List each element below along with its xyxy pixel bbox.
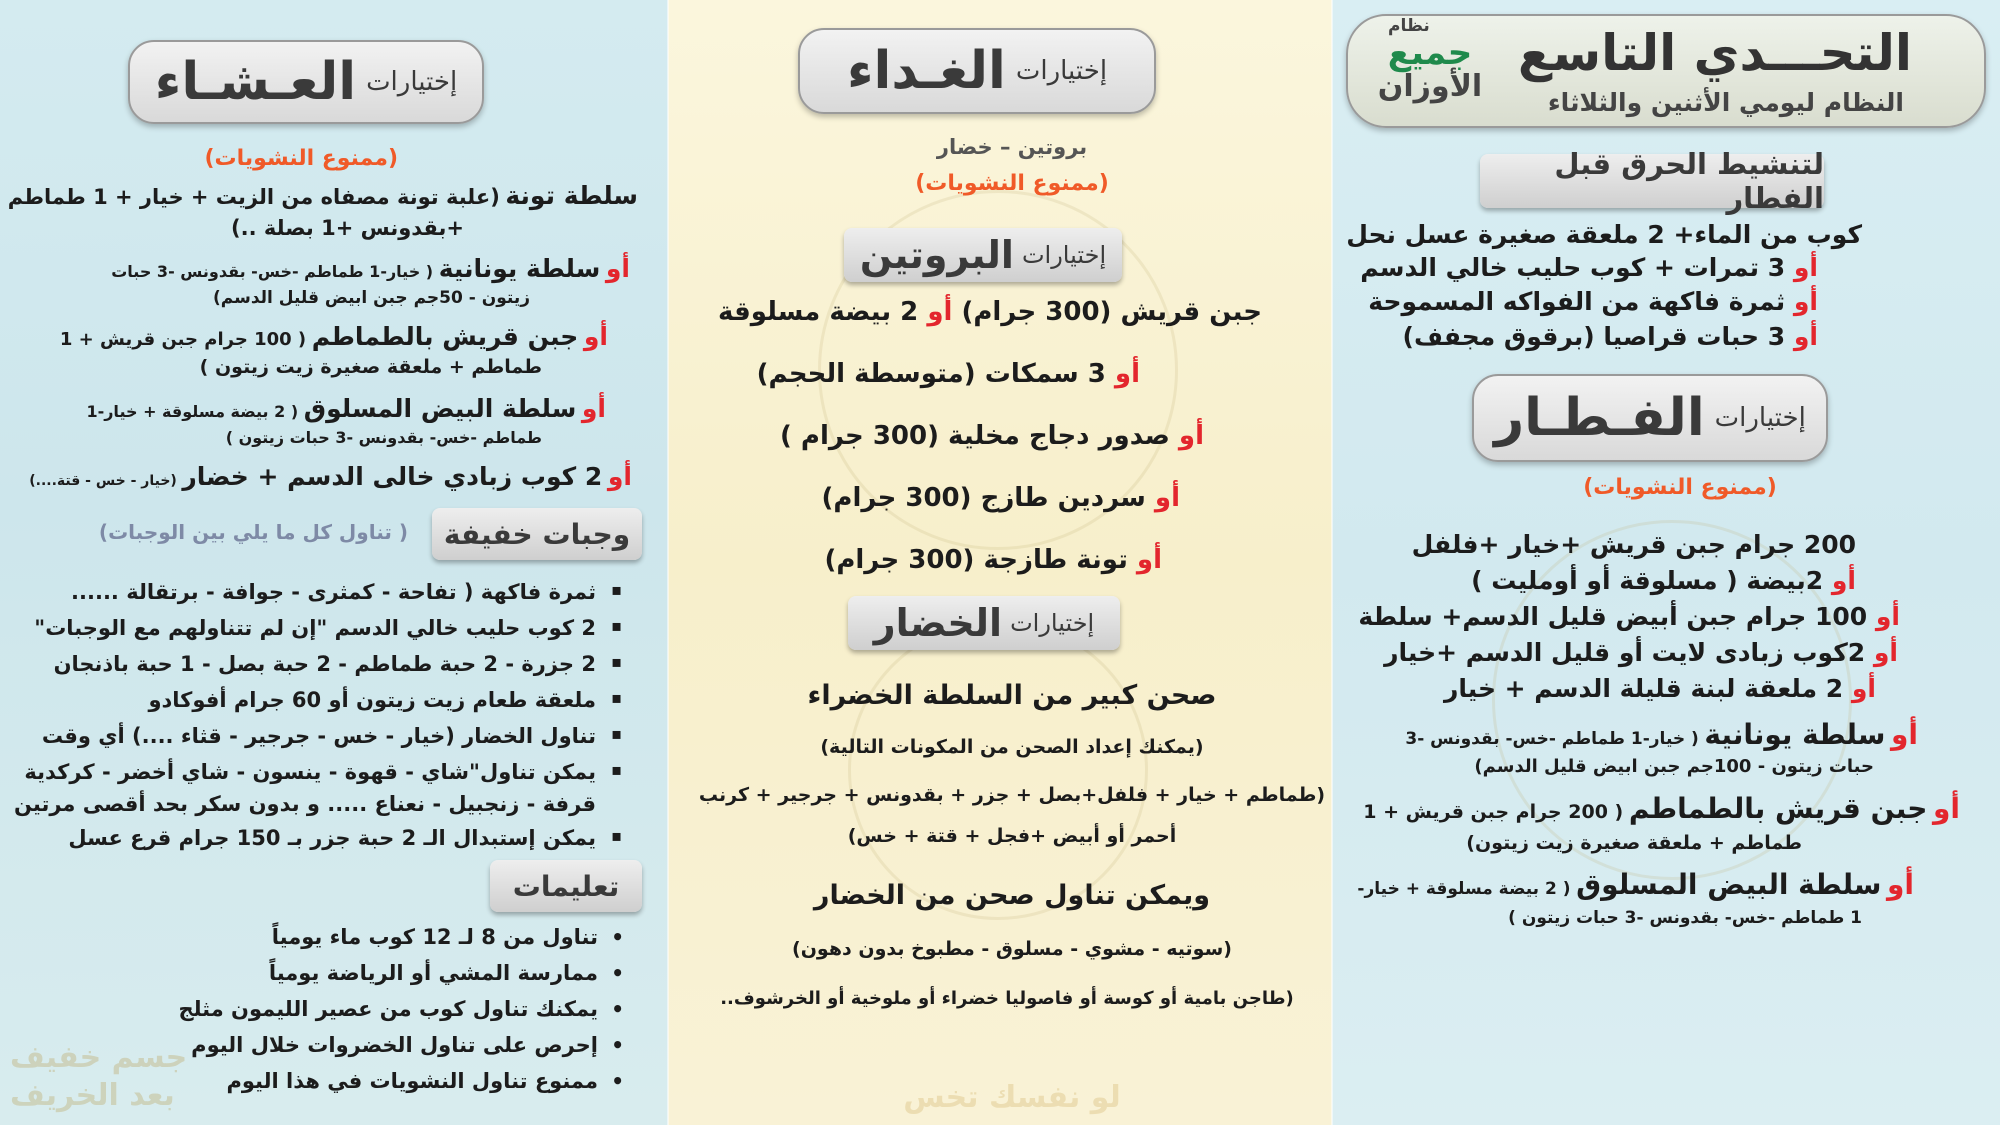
veg-ingredients-cont: أحمر أو أبيض +فجل + قتة + خس) <box>847 825 1177 847</box>
lunch-column <box>668 0 1332 1125</box>
veg-ingredients: (طماطم + خيار + فلفل+بصل + جزر + بقدونس + جرجير + كرنب <box>698 784 1326 806</box>
instructions-tab: تعليمات <box>490 860 642 912</box>
egg-salad-detail: طماطم -خس- بقدونس -3 حبات زيتون ) <box>225 428 542 447</box>
cooked-dishes: (طاجن بامية أو كوسة أو فاصوليا خضراء أو ملوخية أو الخرشوف.. <box>720 988 1294 1009</box>
protein-item: أو 3 سمكات (متوسطة الحجم) <box>756 359 1140 389</box>
breakfast-pill: إختيارات الفـطـار <box>1472 374 1828 462</box>
column-divider <box>667 0 669 1125</box>
instruction-item: يمكنك تناول كوب من عصير الليمون مثلج • <box>178 997 598 1021</box>
snack-item: 2 جزرة - 2 حبة طماطم - 2 حبة بصل - 1 حبة باذنجان ▪ <box>54 652 596 676</box>
snack-item: يمكن إستبدال الـ 2 حبة جزر بـ 150 جرام قرع عسل ▪ <box>68 826 596 850</box>
burn-tab: لتنشيط الحرق قبل الفطار <box>1480 154 1824 208</box>
snack-item: يمكن تناول"شاي - قهوة - ينسون - شاي أخضر - كركدية ▪ <box>24 760 596 784</box>
cottage-tomato-detail: طماطم + ملعقة صغيرة زيت زيتون ) <box>199 356 542 378</box>
protein-item: أو سردين طازج (300 جرام) <box>821 483 1180 513</box>
header-banner <box>1346 14 1986 128</box>
column-divider <box>1331 0 1333 1125</box>
instruction-item: ممنوع تناول النشويات في هذا اليوم • <box>227 1069 599 1093</box>
burn-item: أو 3 تمرات + كوب حليب خالي الدسم <box>1360 253 1818 282</box>
breakfast-item: أو 2بيضة ( مسلوقة أو أومليت ) <box>1471 566 1856 595</box>
burn-item: أو ثمرة فاكهة من الفواكه المسموحة <box>1368 287 1818 316</box>
instruction-item: تناول من 8 لـ 12 كوب ماء يومياً • <box>272 925 598 949</box>
cottage-tomato-option: أو جبن قريش بالطماطم ( 200 جرام جبن قريش + 1 <box>1363 792 1960 825</box>
snack-item-cont: قرفة - زنجبيل - نعناع ..... و بدون سكر بحد أقصى مرتين <box>13 792 596 816</box>
yogurt-option: أو 2 كوب زبادي خالى الدسم + خضار (خيار - خس - قتة....) <box>29 462 632 491</box>
greek-salad-detail: حبات زيتون - 100جم جبن ابيض قليل الدسم) <box>1474 756 1874 777</box>
snacks-tab: وجبات خفيفة <box>432 508 642 560</box>
burn-item: كوب من الماء+ 2 ملعقة صغيرة عسل نحل <box>1346 220 1862 249</box>
greek-salad-option: أو سلطة يونانية ( خيار-1 طماطم -خس- بقدونس -3 حبات <box>111 254 630 283</box>
lunch-subtitle: بروتين – خضار <box>936 135 1088 159</box>
watermark-line1: جسم خفيف <box>10 1040 188 1075</box>
snack-item: ملعقة طعام زيت زيتون أو 60 جرام أفوكادو ▪ <box>148 688 596 712</box>
header-title: التحـــدي التاسع <box>1517 24 1912 82</box>
tuna-salad-detail: +بقدونس +1 بصلة ..) <box>231 216 464 240</box>
snack-item: ثمرة فاكهة ( تفاحة - كمثرى - جوافة - برتقالة ...... ▪ <box>71 580 596 604</box>
snack-item: تناول الخضار (خيار - خس - جرجير - قثاء ....) أي وقت ▪ <box>42 724 596 748</box>
cottage-tomato-option: أو جبن قريش بالطماطم ( 100 جرام جبن قريش + 1 <box>59 322 608 351</box>
watermark-line2: بعد الخريف <box>10 1078 175 1113</box>
no-starch-note: (ممنوع النشويات) <box>1583 475 1777 500</box>
breakfast-item: 200 جرام جبن قريش +خيار +فلفل <box>1411 530 1856 559</box>
no-starch-note: (ممنوع النشويات) <box>204 146 398 171</box>
header-subtitle: النظام ليومي الأثنين والثلاثاء <box>1547 88 1904 117</box>
protein-tab: إختيارات البروتين <box>844 228 1122 282</box>
egg-salad-option: أو سلطة البيض المسلوق ( 2 بيضة مسلوقة + خيار- <box>1357 868 1914 901</box>
cooked-methods: (سوتيه - مشوي - مسلوق - مطبوخ بدون دهون) <box>792 938 1232 960</box>
decorative-ring <box>848 620 1148 920</box>
snacks-note: ( تناول كل ما يلي بين الوجبات) <box>98 520 408 544</box>
all-weights-badge: نظام جميع الأوزان <box>1377 16 1483 104</box>
breakfast-column <box>1332 0 2000 1125</box>
burn-item: أو 3 حبات قراصيا (برقوق مجفف) <box>1402 322 1818 351</box>
vegetables-tab: إختيارات الخضار <box>848 596 1120 650</box>
dinner-column <box>0 0 668 1125</box>
cottage-tomato-detail: طماطم + ملعقة صغيرة زيت زيتون) <box>1466 832 1802 854</box>
veg-hint: (يمكنك إعداد الصحن من المكونات التالية) <box>820 736 1204 758</box>
cooked-veg-title: ويمكن تناول صحن من الخضار <box>813 880 1211 911</box>
greek-salad-option: أو سلطة يونانية ( خيار-1 طماطم -خس- بقدونس -3 <box>1405 718 1918 751</box>
veg-title: صحن كبير من السلطة الخضراء <box>807 680 1217 711</box>
greek-salad-detail: زيتون - 50جم جبن ابيض قليل الدسم) <box>213 288 530 308</box>
watermark: لو نفسك تخس <box>903 1080 1121 1115</box>
egg-salad-option: أو سلطة البيض المسلوق ( 2 بيضة مسلوقة + خيار-1 <box>86 394 606 423</box>
snack-item: 2 كوب حليب خالي الدسم "إن لم تتناولهم مع الوجبات" ▪ <box>34 616 596 640</box>
protein-item: جبن قريش (300 جرام) أو 2 بيضة مسلوقة <box>718 297 1262 327</box>
instruction-item: ممارسة المشي أو الرياضة يومياً • <box>269 961 598 985</box>
breakfast-item: أو 2كوب زبادى لايت أو قليل الدسم +خيار <box>1384 638 1898 667</box>
dinner-pill: إختيارات العـشـاء <box>128 40 484 124</box>
lunch-pill: إختيارات الغـداء <box>798 28 1156 114</box>
breakfast-item: أو 100 جرام جبن أبيض قليل الدسم+ سلطة <box>1358 602 1900 631</box>
breakfast-item: أو 2 ملعقة لبنة قليلة الدسم + خيار <box>1443 674 1876 703</box>
protein-item: أو صدور دجاج مخلية (300 جرام ) <box>779 421 1204 451</box>
instruction-item: إحرص على تناول الخضروات خلال اليوم • <box>191 1033 598 1057</box>
tuna-salad-option: سلطة تونة (علبة تونة مصفاه من الزيت + خيار + 1 طماطم <box>7 181 638 210</box>
protein-item: أو تونة طازجة (300 جرام) <box>824 545 1162 575</box>
egg-salad-detail: 1 طماطم -خس- بقدونس -3 حبات زيتون ) <box>1508 908 1862 928</box>
no-starch-note: (ممنوع النشويات) <box>915 171 1109 196</box>
